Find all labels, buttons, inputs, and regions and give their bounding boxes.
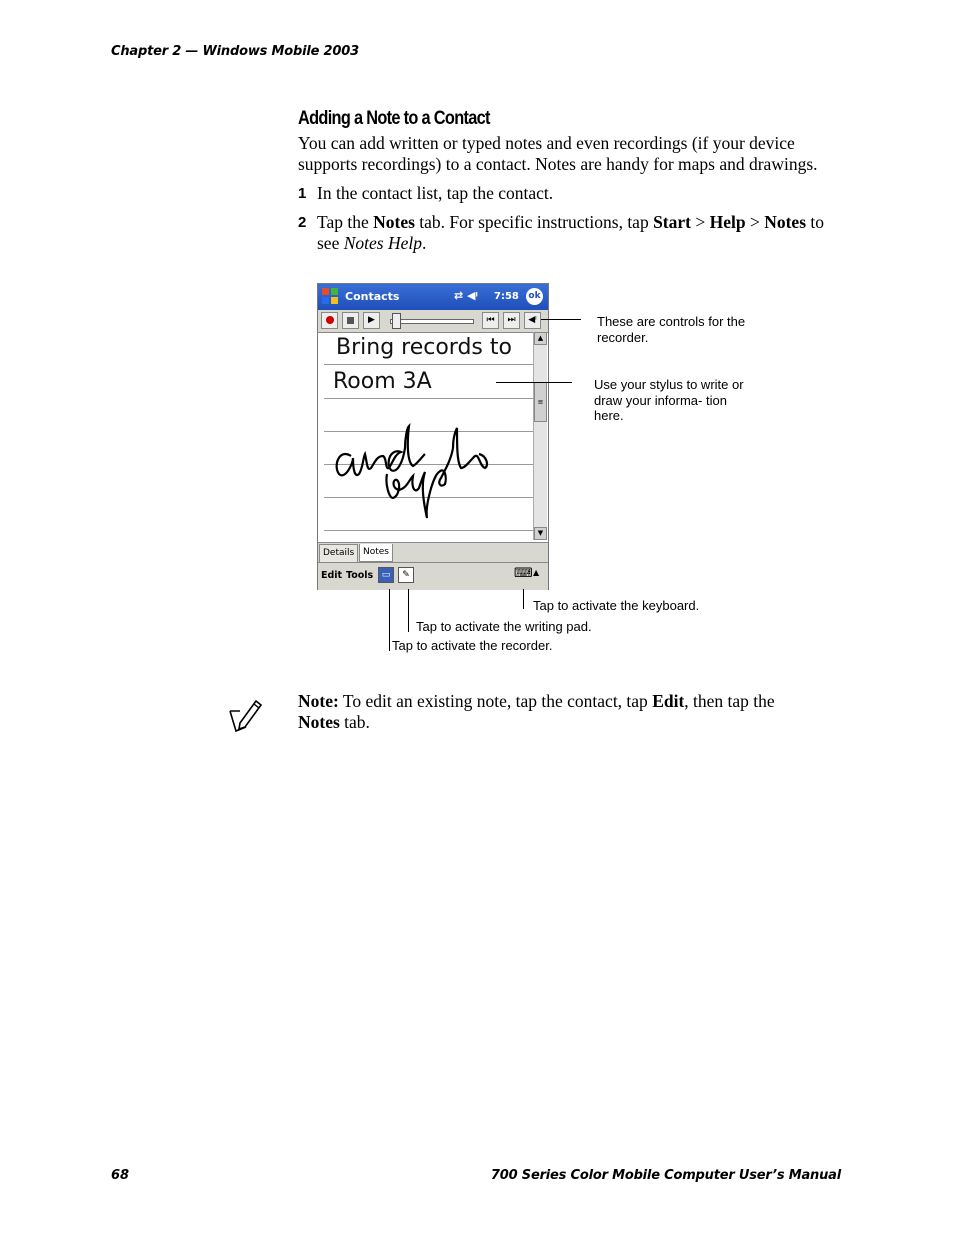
vertical-scrollbar[interactable] <box>533 332 547 540</box>
note-pencil-icon <box>226 697 262 733</box>
menu-edit[interactable]: Edit <box>321 570 343 581</box>
scroll-thumb[interactable]: ≡ <box>534 382 547 422</box>
callout-recorder-controls: These are controls for the recorder. <box>597 314 746 345</box>
step-2 <box>298 212 843 254</box>
clock[interactable]: 7:58 <box>494 291 519 302</box>
step-1 <box>298 183 843 204</box>
tab-notes[interactable]: Notes <box>359 544 393 562</box>
intro-paragraph: You can add written or typed notes and even recordings (if your device supports recordings) to a contact. Notes are handy for maps and drawings. <box>298 133 818 174</box>
scroll-down-icon[interactable]: ▼ <box>534 527 547 540</box>
keyboard-icon[interactable]: ⌨ <box>514 566 533 581</box>
page-number: 68 <box>111 1168 130 1183</box>
manual-title: 700 Series Color Mobile Computer User’s Manual <box>490 1168 841 1183</box>
notes-writing-area[interactable] <box>321 334 532 538</box>
start-menu-icon[interactable] <box>321 287 339 305</box>
callout-recorder: Tap to activate the recorder. <box>392 638 553 653</box>
menu-bar <box>318 562 548 590</box>
section-title: Adding a Note to a Contact <box>298 108 490 129</box>
play-icon[interactable]: ▶ <box>363 312 380 329</box>
running-header: Chapter 2 — Windows Mobile 2003 <box>111 44 359 59</box>
title-bar <box>318 284 548 310</box>
callout-stylus: Use your stylus to write or draw your informa- tion here. <box>594 377 744 423</box>
slider-thumb[interactable] <box>392 313 401 329</box>
skip-forward-icon[interactable]: ⏭ <box>503 312 520 329</box>
device-screenshot <box>317 283 549 590</box>
handwriting-line-1: Bring records to <box>336 335 512 360</box>
leader-line <box>496 382 572 383</box>
callout-writing-pad: Tap to activate the writing pad. <box>416 619 592 634</box>
input-arrow-icon[interactable]: ▲ <box>533 568 540 577</box>
skip-back-icon[interactable]: ⏮ <box>482 312 499 329</box>
step-number: 2 <box>298 214 307 231</box>
handwritten-sketch <box>329 418 499 528</box>
recorder-toolbar <box>318 310 548 333</box>
leader-line <box>389 589 390 651</box>
menu-tools[interactable]: Tools <box>346 570 374 581</box>
callout-keyboard: Tap to activate the keyboard. <box>533 598 700 613</box>
tab-strip <box>318 542 548 563</box>
recorder-icon[interactable]: ▭ <box>378 567 394 583</box>
step-number: 1 <box>298 185 307 202</box>
step-text: Tap the Notes tab. For specific instructions, tap Start > Help > Notes to see Notes Help. <box>317 212 825 253</box>
stop-icon[interactable] <box>342 312 359 329</box>
tab-details[interactable]: Details <box>319 544 358 563</box>
volume-icon[interactable]: ◀ᵎ <box>524 312 541 329</box>
playback-slider[interactable] <box>390 319 474 324</box>
leader-line <box>408 589 409 632</box>
app-title: Contacts <box>345 290 400 303</box>
status-icons[interactable]: ⇄ ◀ᵎ <box>454 289 478 302</box>
ok-button[interactable]: ok <box>526 288 543 305</box>
writing-pad-icon[interactable]: ✎ <box>398 567 414 583</box>
note-paragraph: Note: To edit an existing note, tap the contact, tap Edit, then tap the Notes tab. <box>298 691 775 732</box>
leader-line <box>541 319 581 320</box>
handwriting-line-2: Room 3A <box>333 369 432 394</box>
leader-line <box>523 589 524 609</box>
scroll-up-icon[interactable]: ▲ <box>534 332 547 345</box>
step-text: In the contact list, tap the contact. <box>317 183 554 203</box>
record-icon[interactable] <box>321 312 338 329</box>
